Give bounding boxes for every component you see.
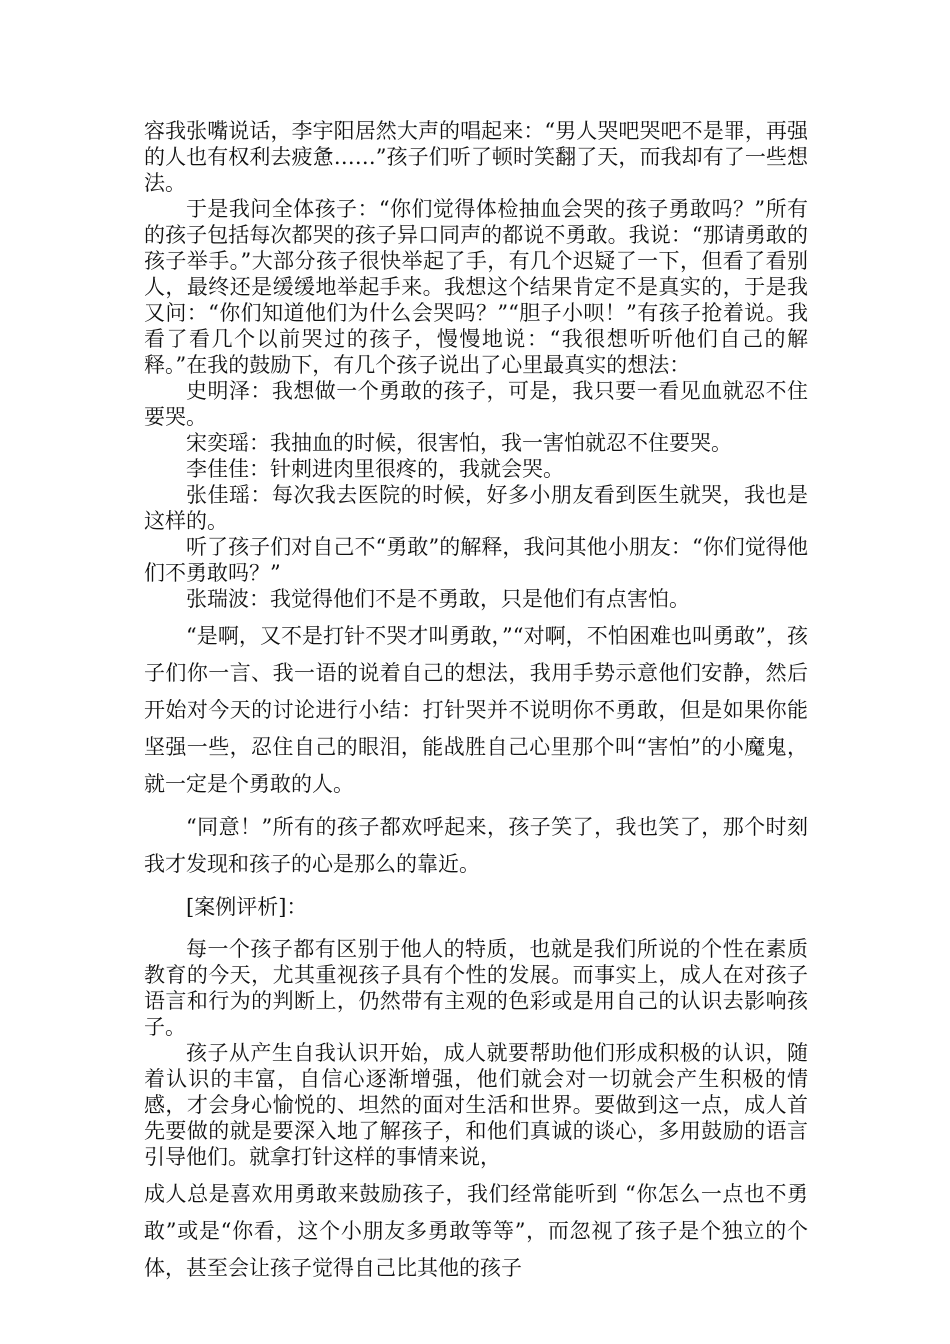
paragraph-7: 听了孩子们对自己不“勇敢”的解释，我问其他小朋友：“你们觉得他们不勇敢吗？”: [144, 535, 808, 585]
section-heading-case-analysis: [案例评析]：: [186, 895, 308, 919]
paragraph-10: “同意！”所有的孩子都欢呼起来，孩子笑了，我也笑了，那个时刻我才发现和孩子的心是那么的靠近。: [144, 815, 808, 876]
paragraph-6: 张佳瑶：每次我去医院的时候，好多小朋友看到医生就哭，我也是这样的。: [144, 483, 808, 533]
paragraph-5: 李佳佳：针刺进肉里很疼的，我就会哭。: [186, 457, 564, 481]
paragraph-12: 孩子从产生自我认识开始，成人就要帮助他们形成积极的认识，随着认识的丰富，自信心逐渐增强，他们就会对一切就会产生积极的情感，才会身心愉悦的、坦然的面对生活和世界。要做到这一点，成人首先要做的就是要深入地了解孩子，和他们真诚的谈心，多用鼓励的语言引导他们。就拿打针这样的事情来说，: [144, 1041, 808, 1169]
paragraph-2: 于是我问全体孩子：“你们觉得体检抽血会哭的孩子勇敢吗？”所有的孩子包括每次都哭的孩子异口同声的都说不勇敢。我说：“那请勇敢的孩子举手。”大部分孩子很快举起了手，有几个迟疑了一下，但看了看别人，最终还是缓缓地举起手来。我想这个结果肯定不是真实的，于是我又问：“你们知道他们为什么会哭吗？”“胆子小呗！”有孩子抢着说。我看了看几个以前哭过的孩子，慢慢地说：“我很想听听他们自己的解释。”在我的鼓励下，有几个孩子说出了心里最真实的想法：: [144, 197, 808, 377]
paragraph-8: 张瑞波：我觉得他们不是不勇敢，只是他们有点害怕。: [186, 587, 690, 611]
paragraph-11: 每一个孩子都有区别于他人的特质，也就是我们所说的个性在素质教育的今天，尤其重视孩子具有个性的发展。而事实上，成人在对孩子语言和行为的判断上，仍然带有主观的色彩或是用自己的认识去影响孩子。: [144, 937, 808, 1039]
document-page: [144, 118, 808, 1287]
paragraph-9: “是啊，又不是打针不哭才叫勇敢，”“对啊，不怕困难也叫勇敢”，孩子们你一言、我一语的说着自己的想法，我用手势示意他们安静，然后开始对今天的讨论进行小结：打针哭并不说明你不勇敢，但是如果你能坚强一些，忍住自己的眼泪，能战胜自己心里那个叫“害怕”的小魔鬼，就一定是个勇敢的人。: [144, 624, 808, 796]
paragraph-13: 成人总是喜欢用勇敢来鼓励孩子，我们经常能听到 “你怎么一点也不勇敢”或是“你看，这个小朋友多勇敢等等”，而忽视了孩子是个独立的个体，甚至会让孩子觉得自己比其他的孩子: [144, 1182, 808, 1280]
paragraph-4: 宋奕瑶：我抽血的时候，很害怕，我一害怕就忍不住要哭。: [186, 431, 732, 455]
paragraph-1: 容我张嘴说话，李宇阳居然大声的唱起来：“男人哭吧哭吧不是罪，再强的人也有权利去疲惫……”孩子们听了顿时笑翻了天，而我却有了一些想法。: [144, 119, 808, 195]
paragraph-3: 史明泽：我想做一个勇敢的孩子，可是，我只要一看见血就忍不住要哭。: [144, 379, 808, 429]
